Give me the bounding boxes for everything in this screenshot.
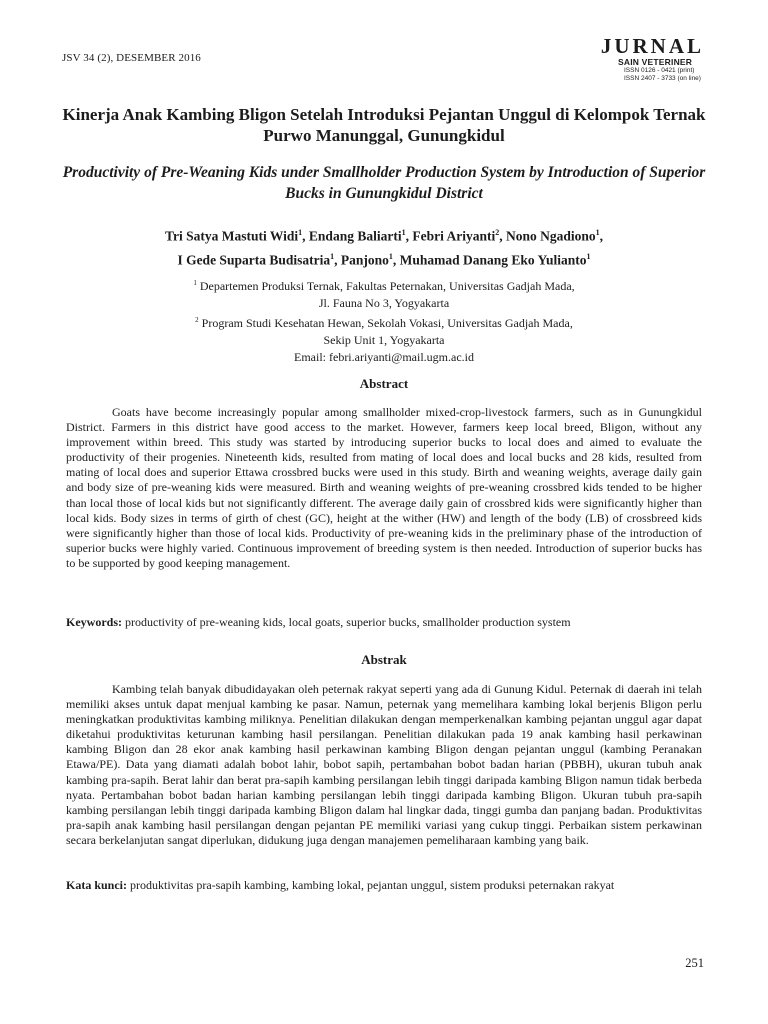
affiliation-2-line-2: Sekip Unit 1, Yogyakarta: [323, 333, 445, 347]
author-name: Febri Ariyanti: [412, 228, 496, 244]
author-separator: ,: [392, 252, 400, 267]
author-separator: ,: [302, 228, 309, 244]
author-affiliation-mark: 1: [388, 251, 393, 261]
author-list: [62, 223, 706, 270]
journal-name: JURNAL: [600, 34, 704, 58]
issn-online: ISSN 2407 - 3733 (on line): [624, 75, 701, 82]
paper-title-indonesian: Kinerja Anak Kambing Bligon Setelah Introduksi Pejantan Unggul di Kelompok Ternak Purwo Manunggal, Gunungkidul: [62, 105, 706, 145]
affiliation-1-line-1: Departemen Produksi Ternak, Fakultas Peternakan, Universitas Gadjah Mada,: [199, 279, 575, 293]
keywords: [66, 614, 706, 630]
author-affiliation-mark: 2: [495, 228, 500, 237]
affiliation-mark: 1: [193, 279, 197, 287]
kata-kunci-label: Kata kunci:: [66, 878, 128, 892]
author-name: Panjono: [340, 252, 389, 267]
author-affiliation-mark: 1: [595, 228, 600, 237]
kata-kunci-text: produktivitas pra-sapih kambing, kambing lokal, pejantan unggul, sistem produksi peternakan rakyat: [130, 878, 615, 892]
author-separator: ,: [499, 228, 506, 244]
keywords-label: Keywords:: [66, 615, 122, 629]
affiliations: [62, 275, 706, 366]
abstract-body: Goats have become increasingly popular among smallholder mixed-crop-livestock farmers, such as in Gunungkidul District. Farmers in this district have good access to the market. However, farmers keep local breed, Bligon, without any improvement within breed. This study was started by introducing superior bucks to local does and aimed to evaluate the productivity of their progenies. Nineteenth kids, resulted from mating of local does and local bucks and 28 kids, resulted from mating of local does and superior Ettawa crossbred bucks were used in this study. Birth and weaning weights, average daily gain and body size of pre-weaning kids were measured. Birth and weaning weights of pre-weaning crossbred kids tended to be higher than local those of local kids but not significantly different. The average daily gain of crossbred kids were significantly higher than local kids. Body sizes in terms of girth of chest (GC), height at the wither (HW) and length of the body (LB) of crossbreed kids were significantly higher than those of local kids. Productivity of pre-weaning kids in the preliminary phase of the introduction of superior bucks were highly varied. Continuous improvement of breeding system is then needed. Introduction of superior bucks has to be supported by good keeping management.: [66, 405, 702, 570]
author-affiliation-mark: 1: [330, 251, 335, 261]
author-separator: ,: [599, 228, 603, 244]
page-number: 251: [685, 956, 704, 970]
paper-title-english: Productivity of Pre-Weaning Kids under Smallholder Production System by Introduction of Superior Bucks in Gunungkidul District: [62, 164, 706, 202]
abstrak-body: Kambing telah banyak dibudidayakan oleh peternak rakyat seperti yang ada di Gunung Kidul. Peternak di daerah ini telah memiliki akses untuk dapat menjual kambing ke pasar. Namun, peternak yang memelihara kambing lokal berjenis Bligon perlu meningkatkan produktivitas kambing miliknya. Penelitian dilakukan dengan memperkenalkan kambing pejantan unggul agar dapat diketahui produktivitas keturunan kambing hasil persilangan. Penelitian dilakukan pada 19 anak kambing hasil perkawinan kambing Bligon dan 28 ekor anak kambing hasil perkawinan kambing Bligon dengan pejantan unggul (kambing Peranakan Etawa/PE). Data yang diamati adalah bobot lahir, bobot sapih, pertambahan bobot badan harian (PBBH), ukuran tubuh anak kambing pra-sapih. Berat lahir dan berat pra-sapih kambing persilangan lebih tinggi daripada kambing Bligon namun tidak berbeda nyata. Pertambahan bobot badan harian kambing persilangan lebih tinggi daripada kambing Bligon. Ukuran tubuh pra-sapih kambing persilangan lebih tinggi daripada kambing Bligon dalam hal lingkar dada, tinggi gumba dan panjang badan. Produktivitas pra-sapih anak kambing hasil persilangan dengan pejantan PE memiliki variasi yang cukup tinggi. Perbaikan sistem perkawinan secara berkelanjutan sangat diperlukan, didukung juga dengan manajemen pemeliharaan kambing yang baik.: [66, 682, 702, 847]
author-name: I Gede Suparta Budisatria: [177, 252, 331, 267]
author-affiliation-mark: 1: [586, 251, 591, 261]
author-name: Muhamad Danang Eko Yulianto: [399, 252, 587, 267]
issn-print: ISSN 0126 - 0421 (print): [624, 67, 695, 74]
affiliation-1-line-2: Jl. Fauna No 3, Yogyakarta: [318, 296, 450, 310]
author-name: Nono Ngadiono: [505, 228, 596, 244]
journal-citation: JSV 34 (2), DESEMBER 2016: [62, 52, 201, 64]
kata-kunci: [66, 877, 706, 893]
author-separator: ,: [334, 252, 341, 267]
corresponding-email: Email: febri.ariyanti@mail.ugm.ac.id: [294, 350, 474, 364]
author-separator: ,: [405, 228, 413, 244]
author-name: Tri Satya Mastuti Widi: [165, 228, 299, 244]
journal-logo: [592, 34, 704, 83]
abstrak-heading: Abstrak: [361, 652, 407, 667]
affiliation-2-line-1: Program Studi Kesehatan Hewan, Sekolah Vokasi, Universitas Gadjah Mada,: [201, 316, 573, 330]
author-affiliation-mark: 1: [401, 228, 406, 237]
author-affiliation-mark: 1: [298, 228, 303, 237]
affiliation-mark: 2: [195, 316, 199, 324]
author-name: Endang Baliarti: [308, 228, 402, 244]
abstract-heading: Abstract: [359, 376, 409, 391]
journal-subtitle: SAIN VETERINER: [618, 57, 693, 67]
keywords-text: productivity of pre-weaning kids, local goats, superior bucks, smallholder production system: [125, 615, 571, 629]
